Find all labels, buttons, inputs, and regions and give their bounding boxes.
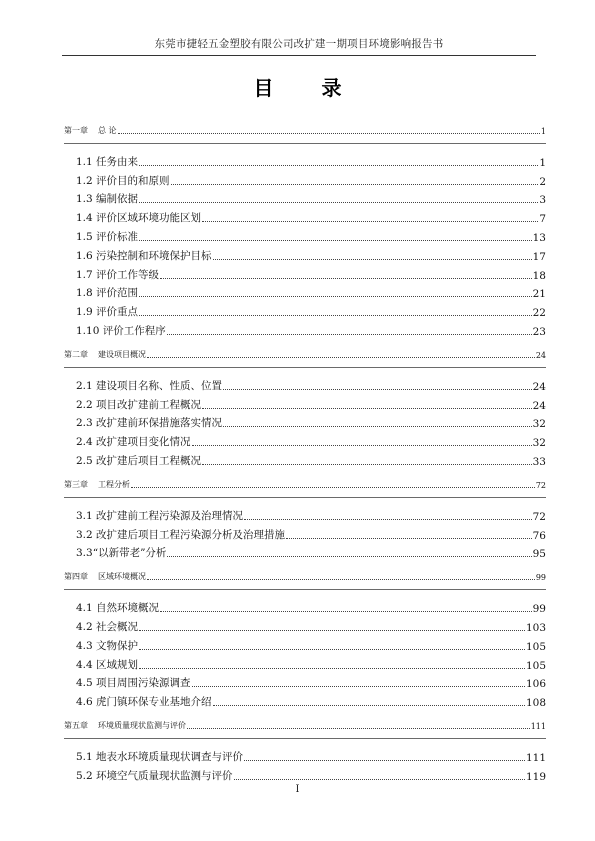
leader-dots — [286, 537, 532, 539]
toc-page-number: 21 — [532, 288, 546, 301]
toc-chapter-name: 工程分析 — [98, 479, 130, 489]
toc-page-number: 105 — [525, 659, 546, 672]
leader-dots — [223, 425, 532, 427]
leader-dots — [139, 314, 532, 316]
toc-chapter-number: 第三章 — [64, 479, 88, 489]
toc-chapter-entry[interactable] — [64, 124, 546, 144]
leader-dots — [160, 610, 532, 612]
toc-section-entry[interactable] — [64, 263, 546, 282]
leader-dots — [167, 555, 531, 557]
leader-dots — [192, 685, 525, 687]
toc-chapter-group — [64, 478, 546, 560]
toc-page-number: 17 — [532, 250, 546, 263]
toc-page-number: 95 — [532, 548, 546, 561]
toc-section-entry[interactable] — [64, 672, 546, 691]
toc-section-entry[interactable] — [64, 300, 546, 319]
toc-chapter-name: 建设项目概况 — [98, 349, 146, 359]
toc-chapter-title — [64, 571, 146, 582]
toc-section-entry[interactable] — [64, 374, 546, 393]
toc-section-title: 3.1 改扩建前工程污染源及治理情况 — [76, 509, 244, 522]
toc-section-title: 1.6 污染控制和环境保护目标 — [76, 249, 212, 262]
toc-section-entry[interactable] — [64, 634, 546, 653]
toc-page-number: 72 — [535, 480, 546, 490]
toc-section-title: 1.3 编制依据 — [76, 193, 139, 206]
toc-section-title: 4.4 区域规划 — [76, 658, 139, 671]
toc-page-number: 106 — [525, 678, 546, 691]
leader-dots — [139, 295, 532, 297]
leader-dots — [139, 164, 538, 166]
toc-section-entry[interactable] — [64, 690, 546, 709]
toc-section-entry[interactable] — [64, 150, 546, 169]
toc-section-entry[interactable] — [64, 596, 546, 615]
toc-page-number: 1 — [540, 127, 546, 136]
toc-chapter-number: 第五章 — [64, 721, 88, 731]
table-of-contents — [64, 122, 546, 793]
toc-section-title: 2.4 改扩建项目变化情况 — [76, 436, 191, 449]
toc-chapter-entry[interactable] — [64, 348, 546, 368]
running-header: 东莞市捷轻五金塑胶有限公司改扩建一期项目环境影响报告书 — [154, 38, 444, 50]
toc-chapter-title — [64, 125, 117, 136]
leader-dots — [131, 486, 535, 488]
leader-dots — [202, 407, 532, 409]
toc-page-number: 108 — [525, 697, 546, 710]
toc-section-entry[interactable] — [64, 188, 546, 207]
toc-chapter-number: 第四章 — [64, 572, 88, 582]
toc-section-title: 1.4 评价区域环境功能区划 — [76, 212, 202, 225]
toc-chapter-title — [64, 479, 130, 490]
leader-dots — [139, 201, 538, 203]
toc-section-entry[interactable] — [64, 523, 546, 542]
toc-chapter-title — [64, 720, 186, 731]
leader-dots — [139, 239, 532, 241]
leader-dots — [160, 277, 532, 279]
toc-chapter-name: 区域环境概况 — [98, 572, 146, 582]
toc-page-number: 33 — [532, 455, 546, 468]
toc-chapter-number: 第二章 — [64, 349, 88, 359]
toc-page-number: 7 — [539, 213, 546, 226]
toc-section-title: 3.2 改扩建后项目工程污染源分析及治理措施 — [76, 528, 286, 541]
toc-chapter-title — [64, 349, 146, 360]
toc-section-title: 2.1 建设项目名称、性质、位置 — [76, 379, 223, 392]
page-number: I — [295, 784, 300, 795]
toc-section-entry[interactable] — [64, 504, 546, 523]
toc-chapter-entry[interactable] — [64, 478, 546, 498]
toc-section-entry[interactable] — [64, 764, 546, 783]
toc-page-number: 72 — [532, 510, 546, 523]
toc-chapter-group — [64, 124, 546, 338]
leader-dots — [171, 183, 539, 185]
toc-chapter-group — [64, 348, 546, 468]
toc-chapter-entry[interactable] — [64, 570, 546, 590]
toc-section-title: 5.2 环境空气质量现状监测与评价 — [76, 769, 233, 782]
toc-page-number: 103 — [525, 621, 546, 634]
toc-page-number: 119 — [525, 770, 546, 783]
toc-section-entry[interactable] — [64, 319, 546, 338]
toc-page-number: 23 — [532, 325, 546, 338]
toc-page-number: 111 — [530, 722, 546, 732]
toc-page-number: 18 — [532, 269, 546, 282]
toc-page-number: 3 — [539, 194, 546, 207]
toc-section-title: 1.7 评价工作等级 — [76, 268, 160, 281]
toc-page-number: 24 — [532, 399, 546, 412]
leader-dots — [147, 356, 535, 358]
toc-section-entry[interactable] — [64, 449, 546, 468]
leader-dots — [213, 704, 525, 706]
toc-section-title: 3.3“以新带老”分析 — [76, 547, 167, 560]
toc-section-title: 2.2 项目改扩建前工程概况 — [76, 398, 202, 411]
toc-section-title: 2.5 改扩建后项目工程概况 — [76, 454, 202, 467]
toc-chapter-entry[interactable] — [64, 719, 546, 739]
toc-page-number: 22 — [532, 307, 546, 320]
toc-page-number: 76 — [532, 529, 546, 542]
toc-section-title: 4.3 文物保护 — [76, 639, 139, 652]
toc-section-entry[interactable] — [64, 430, 546, 449]
leader-dots — [202, 220, 538, 222]
toc-chapter-number: 第一章 — [64, 126, 88, 135]
toc-section-entry[interactable] — [64, 542, 546, 561]
leader-dots — [202, 463, 532, 465]
toc-section-title: 4.1 自然环境概况 — [76, 602, 160, 615]
page-title: 目录 — [253, 76, 390, 100]
toc-page-number: 32 — [532, 437, 546, 450]
toc-chapter-group — [64, 719, 546, 783]
toc-section-title: 4.2 社会概况 — [76, 620, 139, 633]
toc-section-entry[interactable] — [64, 225, 546, 244]
toc-section-title: 1.2 评价目的和原则 — [76, 174, 170, 187]
toc-section-entry[interactable] — [64, 745, 546, 764]
toc-section-entry[interactable] — [64, 393, 546, 412]
toc-page-number: 99 — [532, 603, 546, 616]
toc-page-number: 13 — [532, 231, 546, 244]
toc-section-title: 2.3 改扩建前环保措施落实情况 — [76, 417, 223, 430]
leader-dots — [118, 132, 540, 134]
toc-page-number: 24 — [532, 380, 546, 393]
leader-dots — [234, 778, 525, 780]
toc-section-title: 1.10 评价工作程序 — [76, 324, 166, 337]
leader-dots — [213, 258, 532, 260]
toc-section-entry[interactable] — [64, 244, 546, 263]
leader-dots — [147, 578, 535, 580]
leader-dots — [223, 388, 532, 390]
toc-page-number: 24 — [535, 350, 546, 360]
leader-dots — [187, 727, 530, 729]
toc-chapter-name: 总 论 — [98, 126, 117, 135]
toc-page-number: 111 — [525, 751, 546, 764]
toc-section-entry[interactable] — [64, 412, 546, 431]
toc-section-entry[interactable] — [64, 282, 546, 301]
toc-page-number: 32 — [532, 418, 546, 431]
toc-page-number: 99 — [535, 573, 546, 583]
leader-dots — [244, 518, 532, 520]
toc-section-entry[interactable] — [64, 615, 546, 634]
toc-section-entry[interactable] — [64, 169, 546, 188]
toc-page-number: 2 — [539, 175, 546, 188]
leader-dots — [244, 759, 525, 761]
toc-section-title: 4.5 项目周围污染源调查 — [76, 677, 191, 690]
toc-section-entry[interactable] — [64, 206, 546, 225]
header-divider — [62, 55, 536, 56]
leader-dots — [167, 333, 532, 335]
leader-dots — [139, 648, 525, 650]
toc-section-title: 4.6 虎门镇环保专业基地介绍 — [76, 696, 212, 709]
toc-page-number: 1 — [539, 156, 546, 169]
leader-dots — [192, 444, 532, 446]
toc-page-number: 105 — [525, 640, 546, 653]
toc-section-title: 1.9 评价重点 — [76, 306, 139, 319]
toc-section-title: 1.5 评价标准 — [76, 230, 139, 243]
toc-section-title: 5.1 地表水环境质量现状调查与评价 — [76, 750, 244, 763]
toc-chapter-name: 环境质量现状监测与评价 — [98, 721, 186, 731]
leader-dots — [139, 629, 525, 631]
toc-section-title: 1.1 任务由来 — [76, 155, 139, 168]
toc-chapter-group — [64, 570, 546, 709]
toc-section-entry[interactable] — [64, 653, 546, 672]
leader-dots — [139, 667, 525, 669]
toc-section-title: 1.8 评价范围 — [76, 287, 139, 300]
